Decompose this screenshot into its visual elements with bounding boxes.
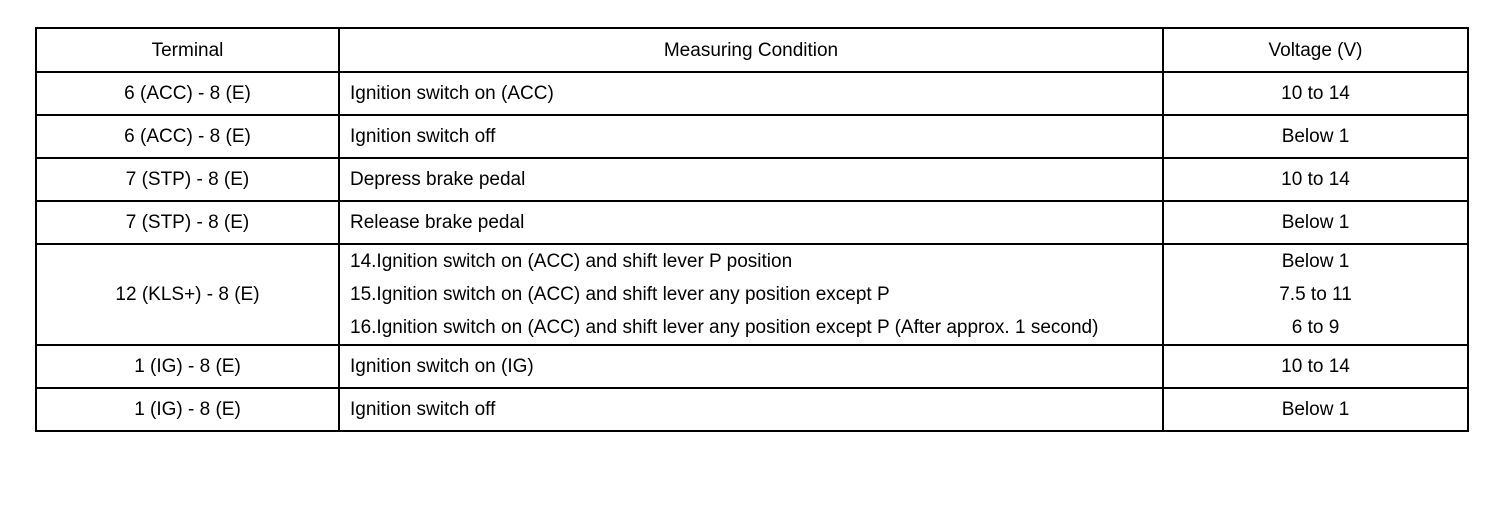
condition-cell: Ignition switch off xyxy=(339,388,1163,431)
condition-line: 14.Ignition switch on (ACC) and shift lever P position xyxy=(350,251,793,272)
header-terminal: Terminal xyxy=(36,28,339,72)
terminal-cell: 7 (STP) - 8 (E) xyxy=(36,158,339,201)
voltage-line: 7.5 to 11 xyxy=(1279,284,1352,305)
table-row xyxy=(36,72,1468,115)
terminal-cell: 6 (ACC) - 8 (E) xyxy=(36,72,339,115)
terminal-voltage-table xyxy=(35,27,1469,432)
table-row-multi xyxy=(36,244,1468,345)
condition-cell: Ignition switch off xyxy=(339,115,1163,158)
table-row xyxy=(36,201,1468,244)
header-voltage: Voltage (V) xyxy=(1163,28,1468,72)
table-row xyxy=(36,345,1468,388)
condition-cell: Release brake pedal xyxy=(339,201,1163,244)
table-row xyxy=(36,115,1468,158)
voltage-cell xyxy=(1163,244,1468,345)
condition-cell: Depress brake pedal xyxy=(339,158,1163,201)
voltage-cell: Below 1 xyxy=(1163,201,1468,244)
voltage-cell: 10 to 14 xyxy=(1163,158,1468,201)
condition-line: 15.Ignition switch on (ACC) and shift lever any position except P xyxy=(350,284,890,305)
condition-cell xyxy=(339,244,1163,345)
voltage-cell: 10 to 14 xyxy=(1163,72,1468,115)
table-row xyxy=(36,388,1468,431)
terminal-cell: 1 (IG) - 8 (E) xyxy=(36,388,339,431)
voltage-cell: Below 1 xyxy=(1163,115,1468,158)
header-measuring-condition: Measuring Condition xyxy=(339,28,1163,72)
condition-line: 16.Ignition switch on (ACC) and shift lever any position except P (After approx. 1 second) xyxy=(350,317,1099,338)
table-header-row xyxy=(36,28,1468,72)
voltage-cell: 10 to 14 xyxy=(1163,345,1468,388)
terminal-cell: 1 (IG) - 8 (E) xyxy=(36,345,339,388)
voltage-line: Below 1 xyxy=(1281,251,1350,272)
voltage-cell: Below 1 xyxy=(1163,388,1468,431)
terminal-cell: 6 (ACC) - 8 (E) xyxy=(36,115,339,158)
terminal-cell: 7 (STP) - 8 (E) xyxy=(36,201,339,244)
voltage-line: 6 to 9 xyxy=(1291,317,1340,338)
table-row xyxy=(36,158,1468,201)
condition-cell: Ignition switch on (IG) xyxy=(339,345,1163,388)
terminal-cell: 12 (KLS+) - 8 (E) xyxy=(36,244,339,345)
condition-cell: Ignition switch on (ACC) xyxy=(339,72,1163,115)
